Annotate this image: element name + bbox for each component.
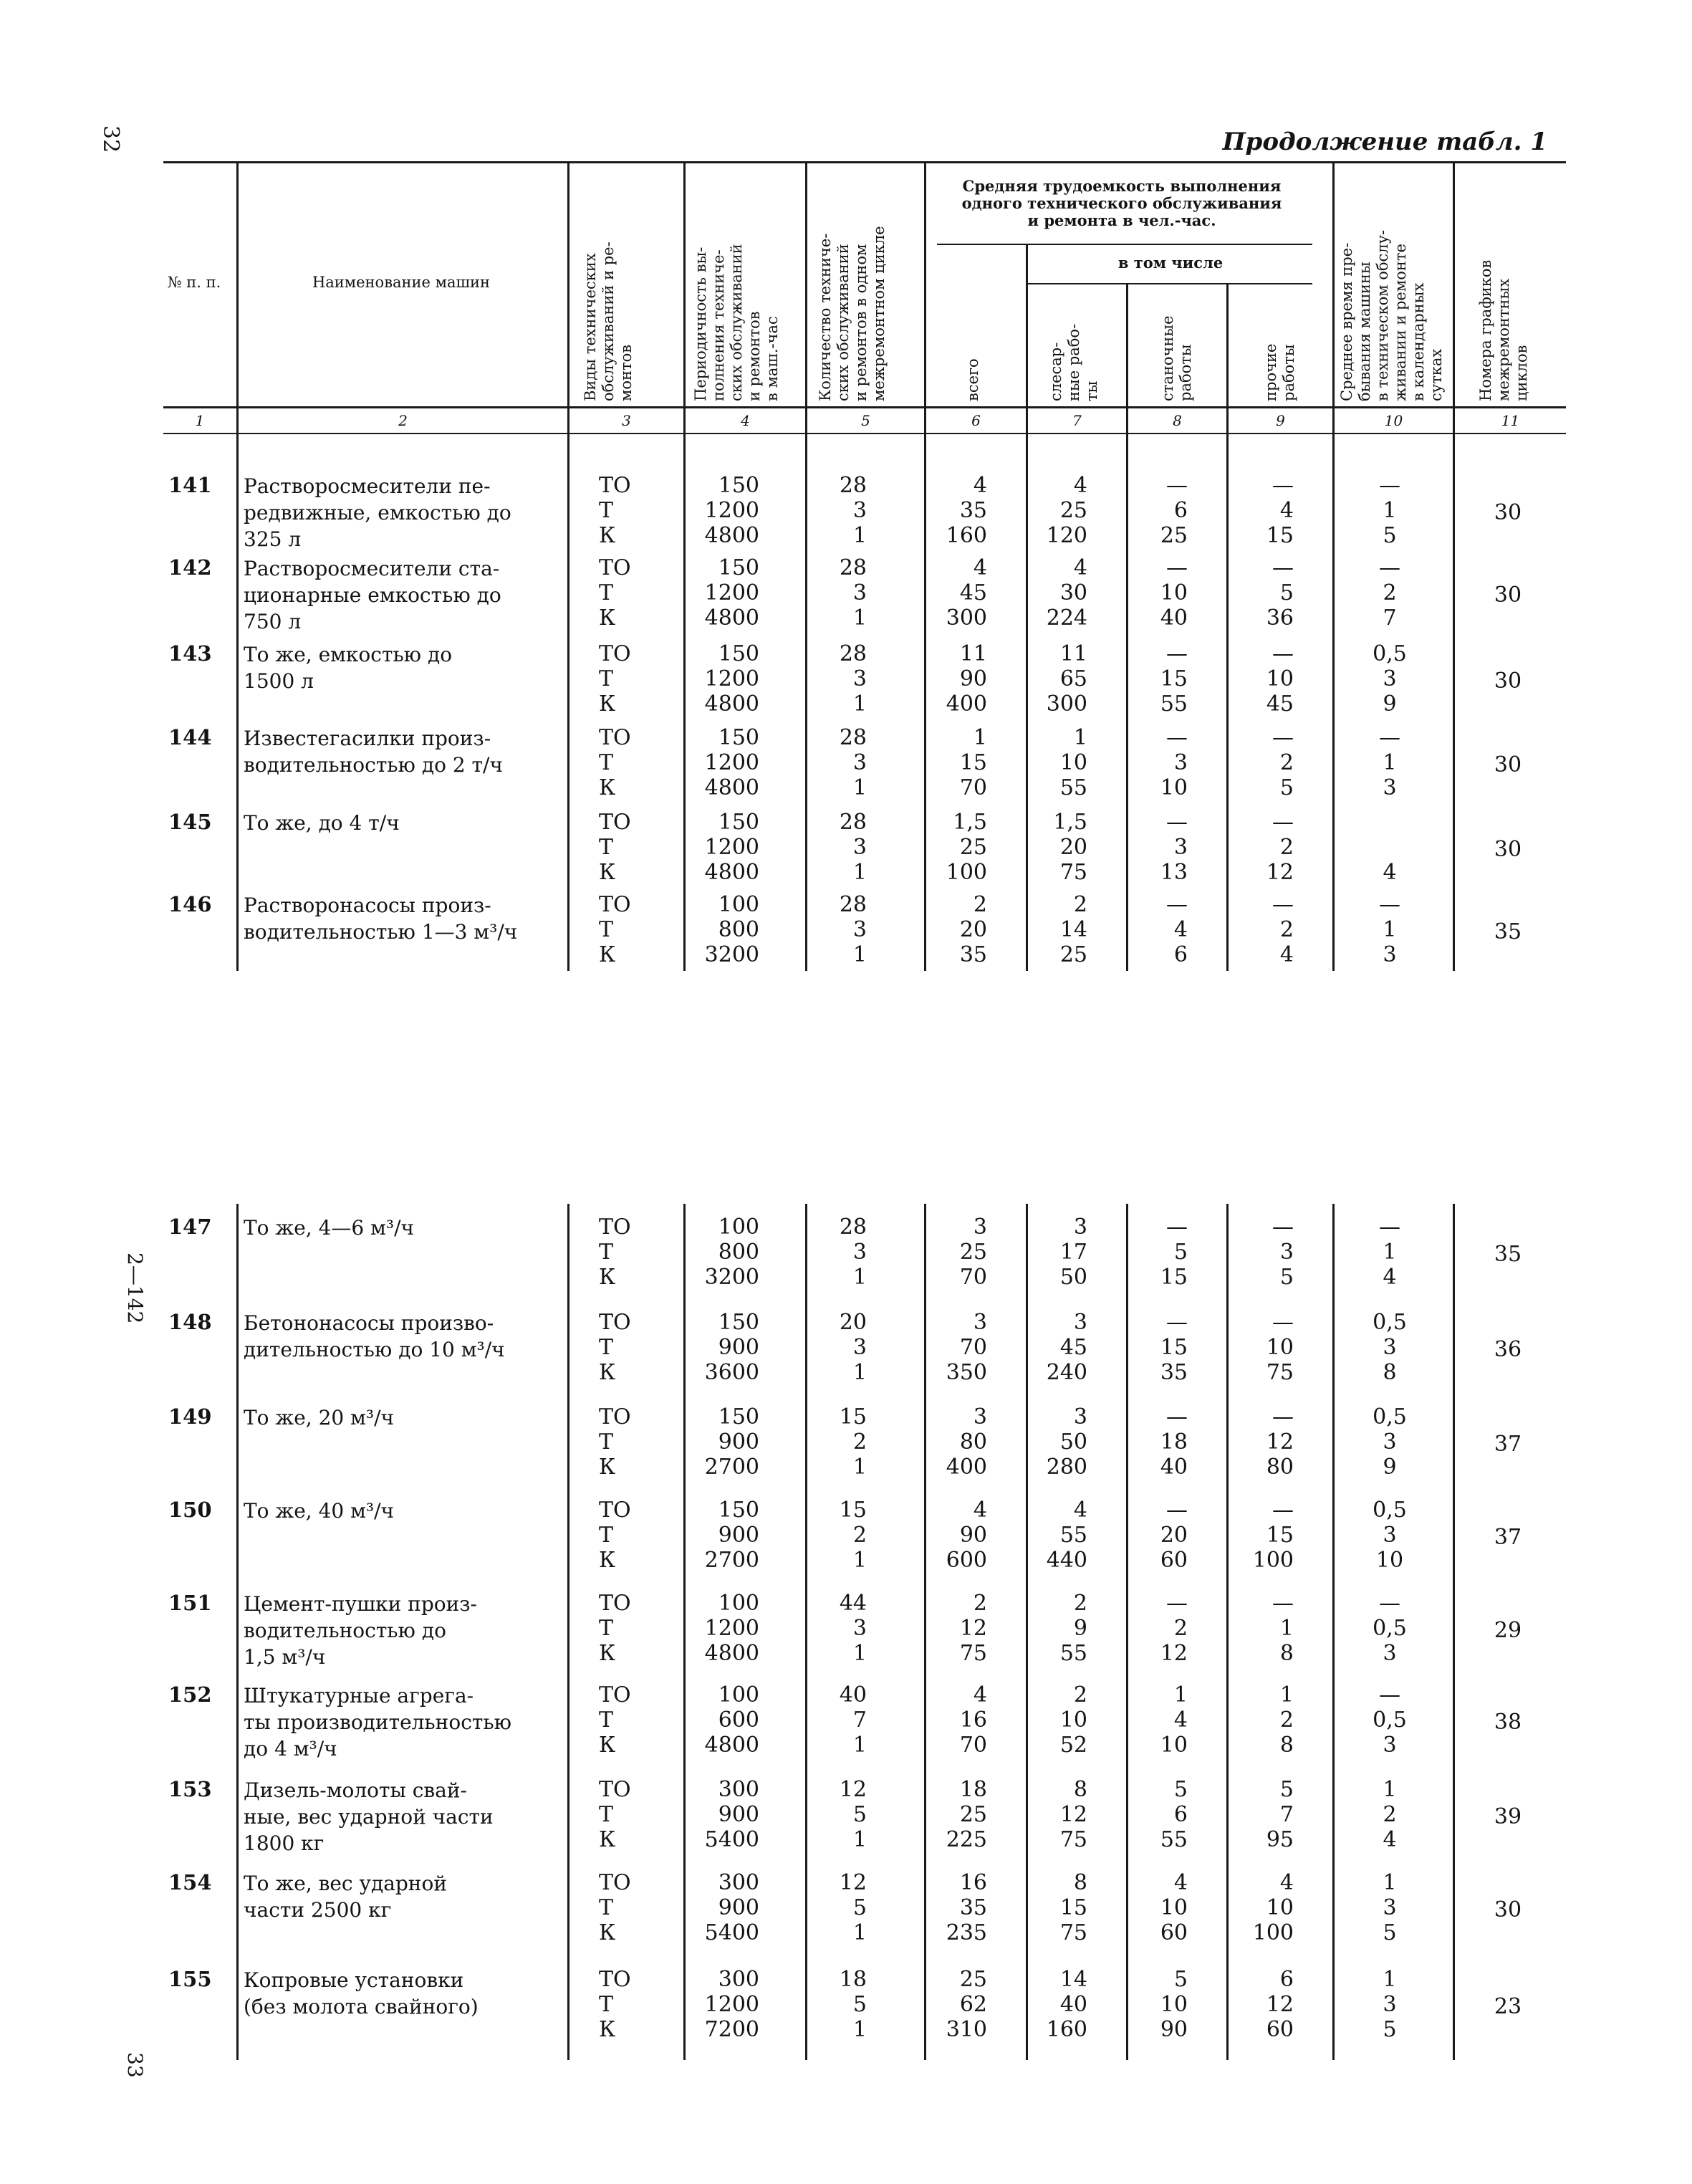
cycle-graph-number: 29 (1494, 1618, 1522, 1643)
fitter-labor-values: 4 55 440 (1046, 1498, 1087, 1573)
count-values: 28 3 1 (839, 725, 867, 800)
other-labor-values: — 3 5 (1272, 1215, 1294, 1290)
service-types: ТО Т К (599, 1215, 631, 1290)
machine-name: То же, 20 м³/ч (244, 1406, 395, 1429)
header-including: в том числе (1117, 254, 1224, 272)
col-divider-10 (1453, 161, 1455, 971)
machine-name: Штукатурные агрега- ты производительностью до 4 м³/ч (244, 1684, 511, 1761)
fitter-labor-values: 11 65 300 (1046, 641, 1087, 717)
machine-name: То же, вес ударной части 2500 кг (244, 1872, 447, 1922)
service-types: ТО Т К (599, 1870, 631, 1945)
periodicity-values: 150 900 2700 (704, 1498, 759, 1573)
cycle-graph-number: 23 (1494, 1994, 1522, 2019)
other-labor-values: — 10 75 (1266, 1310, 1294, 1385)
group-header-rule (937, 244, 1312, 245)
col-divider-5-lower (924, 1204, 926, 2060)
total-labor-values: 4 16 70 (959, 1682, 987, 1758)
fitter-labor-values: 14 40 160 (1046, 1967, 1087, 2042)
fitter-labor-values: 2 9 55 (1059, 1591, 1087, 1666)
fitter-labor-values: 3 45 240 (1046, 1310, 1087, 1385)
service-types: ТО Т К (599, 1498, 631, 1573)
periodicity-values: 100 1200 4800 (704, 1591, 759, 1666)
header-labor-group: Средняя трудоемкость выполнения одного технического обслуживания и ремонта в чел.-час. (961, 177, 1282, 229)
column-number: 11 (1501, 412, 1520, 429)
fitter-labor-values: 8 15 75 (1059, 1870, 1087, 1945)
column-number: 6 (971, 412, 981, 429)
column-number: 5 (861, 412, 870, 429)
periodicity-values: 150 900 2700 (704, 1404, 759, 1480)
col-divider-4 (805, 161, 807, 971)
other-labor-values: — 5 36 (1266, 555, 1294, 631)
periodicity-values: 300 900 5400 (704, 1870, 759, 1945)
header-service-type: Виды технических обслуживаний и ре- монтов (582, 241, 635, 401)
periodicity-values: 150 1200 4800 (704, 555, 759, 631)
cycle-graph-number: 37 (1494, 1525, 1522, 1550)
row-number: 143 (168, 641, 212, 666)
count-values: 40 7 1 (839, 1682, 867, 1758)
downtime-days-values: 4 (1383, 860, 1397, 885)
fitter-labor-values: 8 12 75 (1059, 1777, 1087, 1852)
count-values: 12 5 1 (839, 1870, 867, 1945)
table-continuation-title: Продолжение табл. 1 (1222, 128, 1547, 156)
periodicity-values: 100 600 4800 (704, 1682, 759, 1758)
column-number: 9 (1276, 412, 1285, 429)
downtime-days-values: — 2 7 (1379, 555, 1400, 631)
cycle-graph-number: 38 (1494, 1710, 1522, 1735)
row-number: 155 (168, 1967, 212, 1991)
count-values: 20 3 1 (839, 1310, 867, 1385)
machine-name: То же, 4—6 м³/ч (244, 1216, 415, 1240)
machine-name: Известегасилки произ- водительностью до 2 т/ч (244, 727, 503, 777)
periodicity-values: 150 1200 4800 (704, 473, 759, 548)
row-number: 148 (168, 1310, 212, 1334)
machine-name: Копровые установки (без молота свайного) (244, 1968, 479, 2018)
header-row-number: № п. п. (167, 274, 221, 291)
column-number: 10 (1384, 412, 1403, 429)
other-labor-values: — 15 100 (1252, 1498, 1294, 1573)
count-values: 28 3 1 (839, 1215, 867, 1290)
fitter-labor-values: 2 10 52 (1059, 1682, 1087, 1758)
col-divider-7 (1126, 283, 1128, 971)
count-values: 28 3 1 (839, 892, 867, 967)
machine-labor-values: 5 10 90 (1160, 1967, 1188, 2042)
machine-labor-values: 4 10 60 (1160, 1870, 1188, 1945)
col-divider-1-lower (236, 1204, 239, 2060)
other-labor-values: — 2 5 (1272, 725, 1294, 800)
subgroup-header-rule (1026, 283, 1312, 284)
service-types: ТО Т К (599, 555, 631, 631)
periodicity-values: 300 900 5400 (704, 1777, 759, 1852)
count-values: 15 2 1 (839, 1404, 867, 1480)
row-number: 153 (168, 1777, 212, 1801)
service-types: ТО Т К (599, 1967, 631, 2042)
total-labor-values: 1 15 70 (959, 725, 987, 800)
machine-labor-values: — 18 40 (1160, 1404, 1188, 1480)
col-divider-6-lower (1026, 1204, 1028, 2060)
cycle-graph-number: 30 (1494, 837, 1522, 862)
header-downtime-days: Среднее время пре- бывания машины в техническом обслу- живании и ремонте в календарных сутках (1338, 229, 1445, 401)
machine-labor-values: — 6 25 (1160, 473, 1188, 548)
header-count-per-cycle: Количество техниче- ских обслуживаний и ремонтов в одном межремонтном цикле (817, 226, 888, 401)
other-labor-values: — 4 15 (1266, 473, 1294, 548)
fitter-labor-values: 1 10 55 (1059, 725, 1087, 800)
column-number: 7 (1072, 412, 1082, 429)
col-divider-3 (683, 161, 686, 971)
other-labor-values: — 2 12 (1266, 810, 1294, 885)
other-labor-values: 6 12 60 (1266, 1967, 1294, 2042)
cycle-graph-number: 30 (1494, 500, 1522, 525)
col-divider-10-lower (1453, 1204, 1455, 2060)
count-values: 28 3 1 (839, 810, 867, 885)
total-labor-values: 3 25 70 (959, 1215, 987, 1290)
service-types: ТО Т К (599, 473, 631, 548)
page-number-top: 32 (98, 125, 123, 153)
fitter-labor-values: 2 14 25 (1059, 892, 1087, 967)
service-types: ТО Т К (599, 1682, 631, 1758)
machine-name: То же, емкостью до 1500 л (244, 643, 453, 693)
page-number-bottom: 33 (123, 2052, 147, 2078)
service-types: ТО Т К (599, 641, 631, 717)
downtime-days-values: — 1 5 (1379, 473, 1400, 548)
column-number-rule (163, 433, 1566, 434)
row-number: 145 (168, 810, 212, 834)
row-number: 142 (168, 555, 212, 580)
total-labor-values: 18 25 225 (946, 1777, 987, 1852)
col-divider-7-lower (1126, 1204, 1128, 2060)
machine-labor-values: — 5 15 (1160, 1215, 1188, 1290)
count-values: 18 5 1 (839, 1967, 867, 2042)
column-number: 2 (398, 412, 408, 429)
col-divider-6 (1026, 244, 1028, 971)
periodicity-values: 150 1200 4800 (704, 641, 759, 717)
service-types: ТО Т К (599, 1404, 631, 1480)
fitter-labor-values: 4 25 120 (1046, 473, 1087, 548)
downtime-days-values: 0,5 3 9 (1373, 641, 1407, 717)
row-number: 149 (168, 1404, 212, 1429)
service-types: ТО Т К (599, 810, 631, 885)
cycle-graph-number: 35 (1494, 1242, 1522, 1267)
total-labor-values: 4 35 160 (946, 473, 987, 548)
downtime-days-values: 1 2 4 (1383, 1777, 1397, 1852)
machine-labor-values: — 20 60 (1160, 1498, 1188, 1573)
machine-name: Бетононасосы произво- дительностью до 10 м³/ч (244, 1311, 505, 1361)
total-labor-values: 11 90 400 (946, 641, 987, 717)
machine-labor-values: — 2 12 (1160, 1591, 1188, 1666)
count-values: 28 3 1 (839, 641, 867, 717)
row-number: 152 (168, 1682, 212, 1707)
machine-labor-values: — 3 13 (1160, 810, 1188, 885)
cycle-graph-number: 30 (1494, 1897, 1522, 1922)
machine-name: Дизель-молоты свай- ные, вес ударной части 1800 кг (244, 1778, 494, 1855)
periodicity-values: 150 900 3600 (704, 1310, 759, 1385)
machine-labor-values: 5 6 55 (1160, 1777, 1188, 1852)
col-divider-9 (1332, 161, 1335, 971)
service-types: ТО Т К (599, 1777, 631, 1852)
downtime-days-values: 0,5 3 8 (1373, 1310, 1407, 1385)
fitter-labor-values: 3 17 50 (1059, 1215, 1087, 1290)
periodicity-values: 150 1200 4800 (704, 810, 759, 885)
machine-name: То же, до 4 т/ч (244, 811, 400, 835)
total-labor-values: 4 90 600 (946, 1498, 987, 1573)
row-number: 151 (168, 1591, 212, 1615)
other-labor-values: — 2 4 (1272, 892, 1294, 967)
col-divider-2 (567, 161, 569, 971)
machine-labor-values: — 3 10 (1160, 725, 1188, 800)
fitter-labor-values: 4 30 224 (1046, 555, 1087, 631)
periodicity-values: 100 800 3200 (704, 892, 759, 967)
downtime-days-values: 0,5 3 10 (1373, 1498, 1407, 1573)
other-labor-values: — 10 45 (1266, 641, 1294, 717)
other-labor-values: 4 10 100 (1252, 1870, 1294, 1945)
cycle-graph-number: 37 (1494, 1432, 1522, 1457)
count-values: 44 3 1 (839, 1591, 867, 1666)
service-types: ТО Т К (599, 892, 631, 967)
other-labor-values: — 12 80 (1266, 1404, 1294, 1480)
column-number: 8 (1173, 412, 1182, 429)
header-cycle-graph-number: Номера графиков межремонтных циклов (1477, 259, 1530, 401)
downtime-days-values: — 1 4 (1379, 1215, 1400, 1290)
count-values: 28 3 1 (839, 473, 867, 548)
other-labor-values: — 1 8 (1272, 1591, 1294, 1666)
printer-signature-label: 2—142 (123, 1253, 147, 1324)
cycle-graph-number: 30 (1494, 583, 1522, 608)
total-labor-values: 4 45 300 (946, 555, 987, 631)
machine-name: Растворосмесители ста- ционарные емкостью до 750 л (244, 557, 501, 633)
header-bottom-rule (163, 406, 1566, 408)
fitter-labor-values: 1,5 20 75 (1053, 810, 1087, 885)
col-divider-5 (924, 161, 926, 971)
total-labor-values: 3 80 400 (946, 1404, 987, 1480)
service-types: ТО Т К (599, 1591, 631, 1666)
downtime-days-values: — 1 3 (1379, 725, 1400, 800)
row-number: 141 (168, 473, 212, 497)
header-total: всего (964, 358, 981, 401)
total-labor-values: 2 12 75 (959, 1591, 987, 1666)
machine-labor-values: — 15 55 (1160, 641, 1188, 717)
fitter-labor-values: 3 50 280 (1046, 1404, 1087, 1480)
machine-labor-values: — 4 6 (1166, 892, 1188, 967)
header-machine-name: Наименование машин (312, 274, 491, 291)
col-divider-4-lower (805, 1204, 807, 2060)
cycle-graph-number: 30 (1494, 669, 1522, 694)
cycle-graph-number: 39 (1494, 1804, 1522, 1829)
col-divider-8-lower (1226, 1204, 1229, 2060)
service-types: ТО Т К (599, 1310, 631, 1385)
row-number: 144 (168, 725, 212, 749)
row-number: 154 (168, 1870, 212, 1895)
downtime-days-values: 1 3 5 (1383, 1870, 1397, 1945)
row-number: 150 (168, 1498, 212, 1522)
machine-labor-values: — 15 35 (1160, 1310, 1188, 1385)
machine-name: Растворосмесители пе- редвижные, емкостью до 325 л (244, 474, 511, 551)
header-other-work: прочие работы (1262, 343, 1297, 401)
downtime-days-values: 1 3 5 (1383, 1967, 1397, 2042)
machine-name: Цемент-пушки произ- водительностью до 1,5 м³/ч (244, 1592, 478, 1669)
total-labor-values: 1,5 25 100 (946, 810, 987, 885)
downtime-days-values: — 0,5 3 (1373, 1591, 1407, 1666)
cycle-graph-number: 35 (1494, 919, 1522, 944)
table-top-rule (163, 161, 1566, 163)
downtime-days-values: — 1 3 (1379, 892, 1400, 967)
col-divider-9-lower (1332, 1204, 1335, 2060)
count-values: 15 2 1 (839, 1498, 867, 1573)
col-divider-8 (1226, 283, 1229, 971)
periodicity-values: 150 1200 4800 (704, 725, 759, 800)
cycle-graph-number: 36 (1494, 1337, 1522, 1362)
count-values: 12 5 1 (839, 1777, 867, 1852)
col-divider-2-lower (567, 1204, 569, 2060)
count-values: 28 3 1 (839, 555, 867, 631)
column-number: 4 (741, 412, 750, 429)
total-labor-values: 25 62 310 (946, 1967, 987, 2042)
downtime-days-values: 0,5 3 9 (1373, 1404, 1407, 1480)
cycle-graph-number: 30 (1494, 752, 1522, 777)
header-fitter-work: слесар- ные рабо- ты (1047, 323, 1100, 401)
column-number: 1 (195, 412, 205, 429)
total-labor-values: 16 35 235 (946, 1870, 987, 1945)
column-number: 3 (622, 412, 631, 429)
total-labor-values: 3 70 350 (946, 1310, 987, 1385)
row-number: 146 (168, 892, 212, 916)
row-number: 147 (168, 1215, 212, 1239)
col-divider-1 (236, 161, 239, 971)
periodicity-values: 100 800 3200 (704, 1215, 759, 1290)
machine-labor-values: 1 4 10 (1160, 1682, 1188, 1758)
machine-labor-values: — 10 40 (1160, 555, 1188, 631)
other-labor-values: 5 7 95 (1266, 1777, 1294, 1852)
machine-name: То же, 40 м³/ч (244, 1499, 395, 1523)
periodicity-values: 300 1200 7200 (704, 1967, 759, 2042)
header-machine-work: станочные работы (1159, 315, 1194, 401)
machine-name: Растворонасосы произ- водительностью 1—3 м³/ч (244, 894, 518, 944)
total-labor-values: 2 20 35 (959, 892, 987, 967)
header-periodicity: Периодичность вы- полнения техниче- ских обслуживаний и ремонтов в маш.-час (692, 244, 781, 401)
col-divider-3-lower (683, 1204, 686, 2060)
other-labor-values: 1 2 8 (1279, 1682, 1294, 1758)
service-types: ТО Т К (599, 725, 631, 800)
downtime-days-values: — 0,5 3 (1373, 1682, 1407, 1758)
